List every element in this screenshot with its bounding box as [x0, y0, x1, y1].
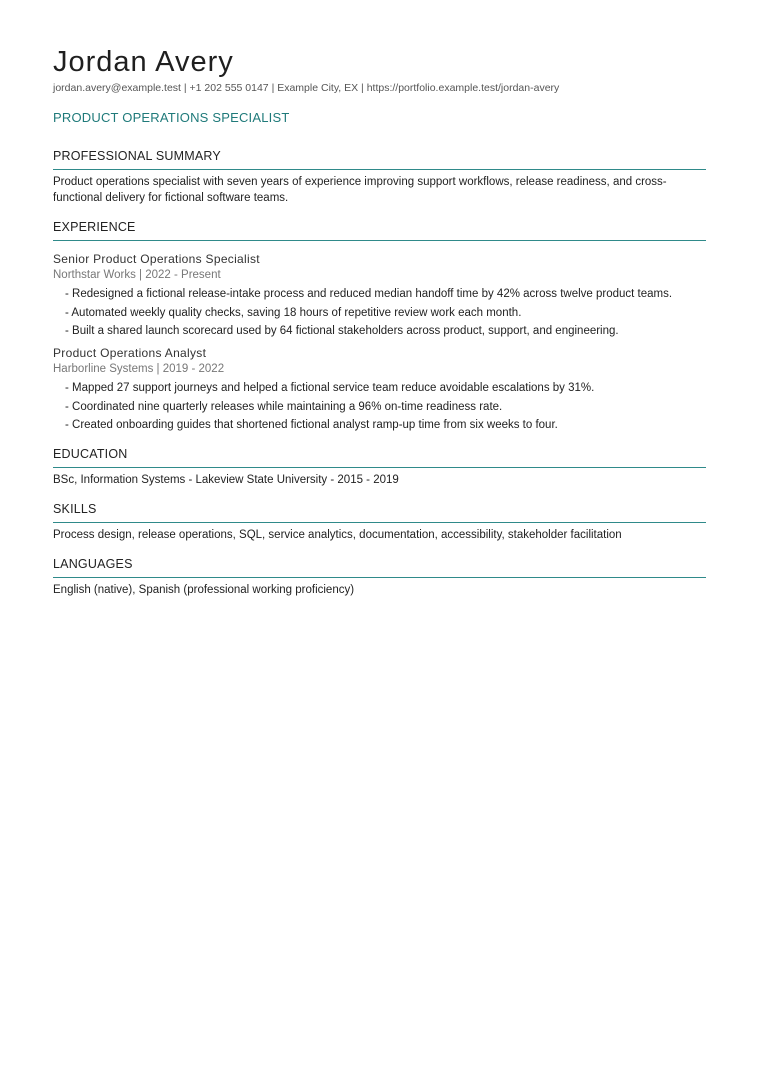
entry-meta: Northstar Works | 2022 - Present — [53, 269, 221, 281]
skills-heading: SKILLS — [53, 501, 706, 523]
languages-text: English (native), Spanish (professional working proficiency) — [53, 584, 355, 596]
languages-heading: LANGUAGES — [53, 556, 706, 578]
bullet-item: - Created onboarding guides that shortened fictional analyst ramp-up time from six weeks to four. — [65, 419, 558, 431]
entry-bullets — [53, 380, 706, 433]
skills-text: Process design, release operations, SQL, service analytics, documentation, accessibility, stakeholder facilitation — [53, 529, 622, 541]
entry-meta: Harborline Systems | 2019 - 2022 — [53, 363, 225, 375]
bullet-item: - Built a shared launch scorecard used by 64 fictional stakeholders across product, support, and engineering. — [65, 325, 619, 337]
candidate-name: Jordan Avery — [53, 46, 234, 78]
education-text: BSc, Information Systems - Lakeview State University - 2015 - 2019 — [53, 474, 399, 486]
job-title: PRODUCT OPERATIONS SPECIALIST — [53, 110, 290, 125]
summary-text: Product operations specialist with seven years of experience improving support workflows, release readiness, and cross-functional delivery for fictional software teams. — [53, 176, 667, 204]
entry-title: Senior Product Operations Specialist — [53, 252, 260, 266]
summary-heading: PROFESSIONAL SUMMARY — [53, 148, 706, 170]
entry-title: Product Operations Analyst — [53, 346, 207, 360]
resume-page — [53, 44, 706, 598]
education-heading: EDUCATION — [53, 446, 706, 468]
bullet-item: - Mapped 27 support journeys and helped a fictional service team reduce avoidable escalations by 31%. — [65, 382, 595, 394]
experience-heading: EXPERIENCE — [53, 219, 706, 241]
experience-entry — [53, 251, 706, 339]
bullet-item: - Automated weekly quality checks, saving 18 hours of repetitive review work each month. — [65, 306, 522, 319]
entry-bullets — [53, 286, 706, 339]
bullet-item: - Coordinated nine quarterly releases while maintaining a 96% on-time readiness rate. — [65, 400, 503, 413]
bullet-item: - Redesigned a fictional release-intake process and reduced median handoff time by 42% across twelve product teams. — [65, 288, 673, 300]
contact-line: jordan.avery@example.test | +1 202 555 0147 | Example City, EX | https://portfolio.example.test/jordan-avery — [53, 82, 560, 94]
experience-entry — [53, 345, 706, 433]
